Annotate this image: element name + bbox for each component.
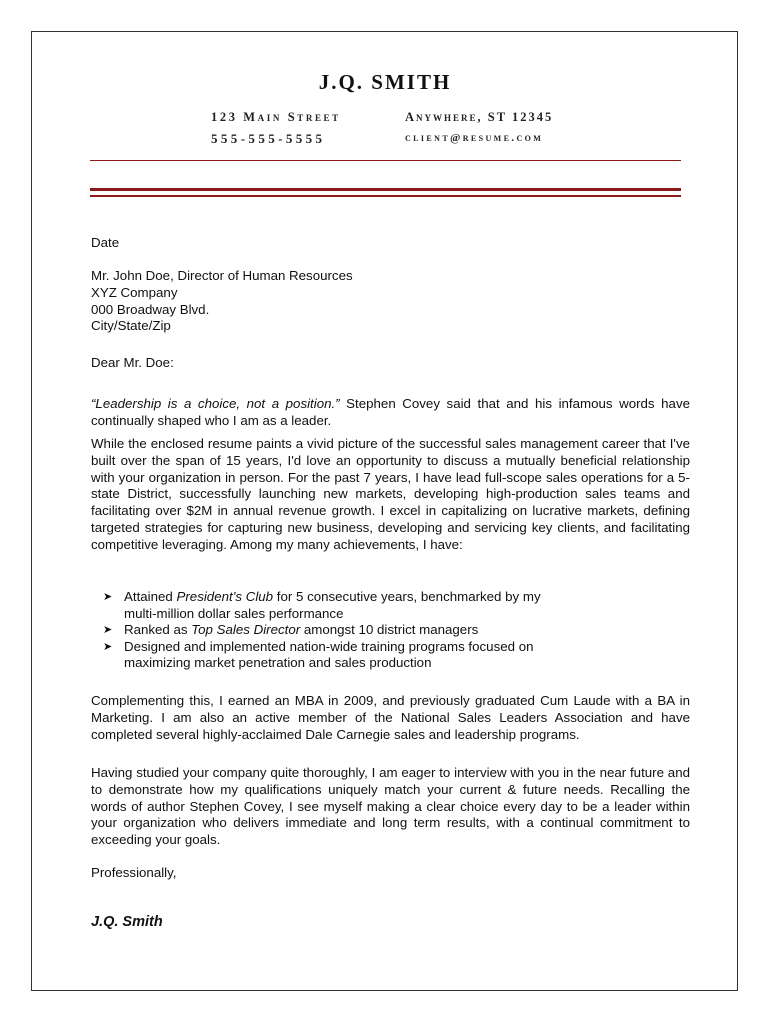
salutation: Dear Mr. Doe: <box>91 355 174 370</box>
sender-street: 123 Main Street <box>211 110 341 124</box>
arrowhead-bullet-icon: ➤ <box>103 624 113 637</box>
recipient-line-company: XYZ Company <box>91 284 178 300</box>
opening-quote: “Leadership is a choice, not a position.” <box>91 396 340 411</box>
list-item <box>103 639 563 672</box>
bullet-text-italic: Top Sales Director <box>191 622 301 638</box>
sender-phone: 555-555-5555 <box>211 131 326 146</box>
opening-paragraph-rest: Stephen Covey said that and his infamous words have continually shaped who I am as a leader. <box>91 396 690 428</box>
recipient-line-street: 000 Broadway Blvd. <box>91 301 210 317</box>
bullet-text-pre: Designed and implemented nation-wide training programs focused on maximizing market penetration and sales production <box>124 638 534 671</box>
letter-date: Date <box>91 235 120 250</box>
closing-paragraph: Having studied your company quite thoroughly, I am eager to interview with you in the near future and to demonstrate how my qualifications uniquely match your current & future needs. Recalling the words of author Stephen Covey, I see myself making a clear choice every day to be a leader within your organization who delivers immediate and long term results, with a continual commitment to exceeding your goals. <box>91 765 690 848</box>
bullet-text-post: for 5 consecutive years, benchmarked by my multi-million dollar sales performance <box>124 589 541 621</box>
recipient-line-city: City/State/Zip <box>91 318 171 334</box>
achievements-list <box>103 589 563 672</box>
recipient-line-name: Mr. John Doe, Director of Human Resources <box>91 268 353 283</box>
sender-email: client@resume.com <box>405 132 544 144</box>
header-divider-double-top <box>90 188 681 191</box>
complimentary-close: Professionally, <box>91 865 177 880</box>
header-divider-double-bottom <box>90 195 681 197</box>
sender-city-state-zip: Anywhere, ST 12345 <box>405 110 554 124</box>
education-paragraph: Complementing this, I earned an MBA in 2009, and previously graduated Cum Laude with a BA in Marketing. I am also an active member of the National Sales Leaders Association and have completed several highly-acclaimed Dale Carnegie sales and leadership programs. <box>91 693 690 742</box>
bullet-text-italic: President’s Club <box>176 589 274 604</box>
list-item <box>103 622 563 639</box>
arrowhead-bullet-icon: ➤ <box>103 640 113 653</box>
signature-name: J.Q. Smith <box>91 914 163 930</box>
recipient-address <box>91 268 690 335</box>
bullet-text-pre: Ranked as <box>124 622 192 638</box>
header-divider-thin <box>90 160 681 161</box>
list-item <box>103 589 563 622</box>
opening-paragraph <box>91 396 690 430</box>
sender-name: J.Q. SMITH <box>318 70 452 94</box>
bullet-text-post: amongst 10 district managers <box>300 622 479 638</box>
experience-paragraph: While the enclosed resume paints a vivid picture of the successful sales management career that I've built over the span of 15 years, I'd love an opportunity to discuss a mutually beneficial relationship with your organization in person. For the past 7 years, I have lead full-scope sales operations for a 5-state District, successfully launching new markets, developing high-production sales teams and facilitating over $2M in annual revenue growth. I excel in capitalizing on lucrative markets, defining targeted strategies for capturing new business, developing and servicing key clients, and facilitating competitive leveraging. Among my many achievements, I have: <box>91 436 690 552</box>
bullet-text-pre: Attained <box>124 589 177 604</box>
arrowhead-bullet-icon: ➤ <box>103 591 113 603</box>
